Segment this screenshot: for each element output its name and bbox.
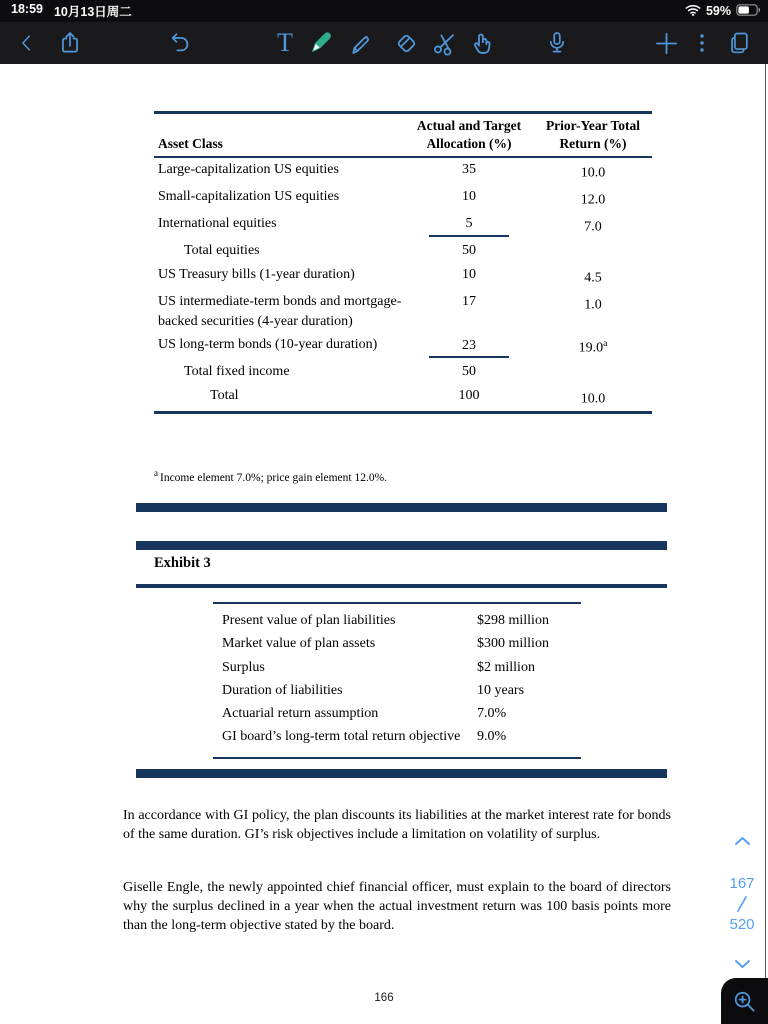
cell-asset-class: International equities	[158, 216, 277, 232]
cell-allocation: 100	[458, 387, 480, 403]
cell-asset-class: Large-capitalization US equities	[158, 162, 339, 177]
cell-return: 1.0	[584, 297, 602, 313]
status-date: 10月13日周二	[53, 5, 132, 19]
cell-allocation: 5	[404, 212, 534, 239]
previous-page-button[interactable]	[734, 834, 751, 849]
cell-asset-class: Total	[210, 387, 239, 403]
printed-page-number: 166	[374, 992, 394, 1004]
cell-allocation: 10	[462, 189, 476, 205]
cell-allocation: 10	[462, 266, 476, 282]
paragraph: In accordance with GI policy, the plan discounts its liabilities at the market interest rate for bonds of the same duration. GI’s risk objectives include a limitation on volatility of surplus.	[123, 808, 671, 843]
list-item	[213, 656, 581, 679]
table-row	[154, 212, 652, 239]
current-page-number: 167	[729, 875, 755, 892]
chevron-down-icon	[734, 959, 751, 969]
item-label: Present value of plan liabilities	[222, 613, 396, 628]
item-label: Surplus	[222, 659, 265, 675]
list-item	[213, 725, 581, 748]
table-row	[154, 263, 652, 290]
list-item	[213, 702, 581, 725]
table-row	[154, 333, 652, 360]
exhibit2-table	[154, 111, 652, 414]
exhibit2-header-row	[154, 113, 652, 158]
status-time: 18:59	[11, 2, 43, 16]
table-row	[154, 360, 652, 384]
cell-allocation: 50	[462, 243, 476, 259]
col-header-asset-class: Asset Class	[154, 113, 404, 158]
divider-bar	[136, 503, 667, 512]
table-row	[154, 185, 652, 212]
item-value: $300 million	[477, 636, 549, 652]
zoom-button[interactable]	[721, 978, 768, 1024]
microphone-button[interactable]	[540, 26, 574, 60]
list-item	[213, 679, 581, 702]
cell-return: 19.0$^a$	[578, 339, 608, 356]
divider-bar	[136, 769, 667, 778]
divider-bar	[136, 541, 667, 550]
cell-return: 7.0	[584, 219, 602, 235]
cell-asset-class: US Treasury bills (1-year duration)	[158, 266, 355, 282]
table-row	[154, 239, 652, 263]
cell-return: 10.0	[580, 391, 606, 407]
magnifier-plus-icon	[731, 988, 758, 1015]
table-row	[154, 157, 652, 185]
item-label: GI board’s long-term total return objective	[222, 729, 461, 745]
item-label: Duration of liabilities	[222, 682, 343, 698]
battery-percent: 59%	[705, 4, 731, 18]
table-footnote: $^a$ Income element 7.0%; price gain element 12.0%.	[154, 468, 388, 484]
cell-return: 12.0	[580, 192, 606, 208]
status-bar	[0, 0, 768, 22]
cell-return: 4.5	[584, 270, 602, 286]
cell-allocation: 50	[462, 364, 476, 380]
page-separator-slash	[734, 895, 750, 913]
list-item	[213, 632, 581, 655]
battery-icon	[736, 4, 761, 19]
item-value: $2 million	[477, 659, 535, 675]
add-page-button[interactable]	[649, 26, 683, 60]
page-navigator	[724, 834, 760, 972]
page-edge-divider	[765, 64, 767, 1024]
share-button[interactable]	[53, 26, 87, 60]
cell-asset-class: US long-term bonds (10-year duration)	[158, 337, 378, 353]
cell-return: 10.0	[580, 165, 606, 181]
list-item	[213, 609, 581, 632]
item-value: 9.0%	[477, 729, 507, 745]
page-thumbnails-button[interactable]	[722, 26, 756, 60]
pen-tool-button[interactable]	[304, 26, 338, 60]
highlighter-tool-button[interactable]	[343, 26, 377, 60]
item-label: Market value of plan assets	[222, 636, 376, 652]
exhibit3-table	[213, 602, 581, 759]
table-row	[154, 384, 652, 413]
back-button[interactable]	[10, 26, 44, 60]
item-value: 10 years	[477, 682, 525, 698]
col-header-prior-year-return: Prior-Year Total Return (%)	[534, 113, 652, 158]
cell-allocation: 23	[404, 333, 534, 360]
eraser-tool-button[interactable]	[389, 26, 423, 60]
exhibit3-title: Exhibit 3	[154, 555, 211, 571]
total-pages-number: 520	[729, 916, 755, 933]
text-tool-icon: T	[277, 28, 293, 57]
col-header-allocation: Actual and Target Allocation (%)	[404, 113, 534, 158]
cell-asset-class: US intermediate-term bonds and mortgage-backed securities (4-year duration)	[158, 294, 402, 329]
scissors-tool-button[interactable]	[427, 26, 461, 60]
cell-asset-class: Total fixed income	[184, 364, 290, 380]
pen-icon	[307, 29, 335, 57]
cell-asset-class: Total equities	[184, 243, 260, 259]
item-label: Actuarial return assumption	[222, 706, 379, 722]
toolbar	[0, 22, 768, 64]
cell-asset-class: Small-capitalization US equities	[158, 189, 340, 205]
gesture-tool-button[interactable]	[464, 26, 498, 60]
document-page	[0, 64, 768, 1024]
cell-return	[534, 239, 652, 263]
cell-return	[534, 360, 652, 384]
title-rule	[136, 584, 667, 588]
item-value: $298 million	[477, 613, 549, 628]
wifi-icon	[685, 4, 701, 19]
top-chrome	[0, 0, 768, 64]
more-options-button[interactable]	[685, 26, 719, 60]
paragraph: Giselle Engle, the newly appointed chief financial officer, must explain to the board of directors why the surplus declined in a year when the actual investment return was 100 basis points more than the long-term objective stated by the board.	[123, 880, 671, 934]
cell-allocation: 35	[462, 162, 476, 177]
item-value: 7.0%	[477, 706, 507, 722]
undo-button[interactable]	[163, 26, 197, 60]
ellipsis-icon	[690, 30, 714, 56]
cell-allocation: 17	[462, 294, 476, 310]
chevron-up-icon	[734, 836, 751, 846]
table-row	[154, 290, 652, 333]
next-page-button[interactable]	[734, 957, 751, 972]
text-tool-button[interactable]	[268, 26, 302, 60]
